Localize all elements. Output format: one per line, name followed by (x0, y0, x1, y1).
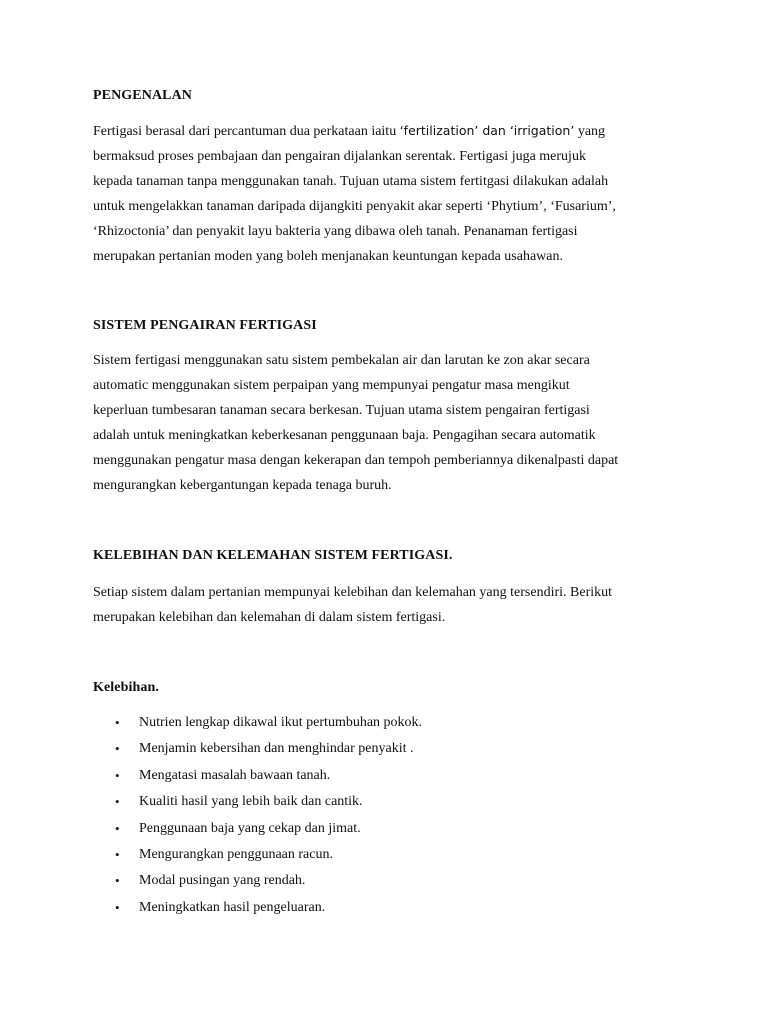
section-heading-kelebihan: Kelebihan. (93, 680, 159, 695)
section-heading-kelebihan-kelemahan: KELEBIHAN DAN KELEMAHAN SISTEM FERTIGASI. (93, 548, 453, 563)
paragraph-line: Setiap sistem dalam pertanian mempunyai kelebihan dan kelemahan yang tersendiri. Berikut (93, 585, 613, 600)
paragraph-line: adalah untuk meningkatkan keberkesanan penggunaan baja. Pengagihan secara automatik (93, 428, 596, 443)
list-item: • Penggunaan baja yang cekap dan jimat. (93, 816, 422, 842)
paragraph-line: kepada tanaman tanpa menggunakan tanah. Tujuan utama sistem fertitgasi dilakukan adalah (93, 174, 609, 189)
kelebihan-list (93, 710, 422, 921)
paragraph-kelebihan-kelemahan (93, 580, 693, 630)
paragraph-line: Sistem fertigasi menggunakan satu sistem pembekalan air dan larutan ke zon akar secara (93, 353, 590, 368)
paragraph-line: merupakan pertanian moden yang boleh menjanakan keuntungan kepada usahawan. (93, 249, 563, 264)
bullet-icon: • (115, 715, 120, 730)
bullet-icon: • (115, 820, 120, 836)
paragraph-line: merupakan kelebihan dan kelemahan di dalam sistem fertigasi. (93, 610, 446, 625)
paragraph-line: keperluan tumbesaran tanaman secara berkesan. Tujuan utama sistem pengairan fertigasi (93, 403, 590, 418)
list-item: • Mengatasi masalah bawaan tanah. (93, 763, 422, 789)
bullet-icon: • (115, 873, 120, 889)
section-heading-sistem: SISTEM PENGAIRAN FERTIGASI (93, 318, 317, 333)
list-item: • Mengurangkan penggunaan racun. (93, 842, 422, 868)
paragraph-line: ‘Rhizoctonia’ dan penyakit layu bakteria yang dibawa oleh tanah. Penanaman fertigasi (93, 224, 578, 239)
paragraph-line: bermaksud proses pembajaan dan pengairan dijalankan serentak. Fertigasi juga merujuk (93, 149, 586, 164)
paragraph-sistem (93, 348, 693, 498)
bullet-icon: • (115, 846, 120, 862)
section-heading-pengenalan: PENGENALAN (93, 88, 193, 103)
list-item: • Kualiti hasil yang lebih baik dan cantik. (93, 789, 422, 815)
paragraph-line: mengurangkan kebergantungan kepada tenaga buruh. (93, 478, 392, 493)
paragraph-line: menggunakan pengatur masa dengan kekerapan dan tempoh pemberiannya dikenalpasti dapat (93, 453, 619, 468)
paragraph-line: Fertigasi berasal dari percantuman dua perkataan iaitu ‘fertilization’ dan ‘irrigation’ yang (93, 123, 606, 139)
list-item: • Nutrien lengkap dikawal ikut pertumbuhan pokok. (93, 710, 422, 736)
bullet-icon: • (115, 794, 120, 810)
paragraph-pengenalan (93, 118, 693, 269)
paragraph-line: untuk mengelakkan tanaman daripada dijangkiti penyakit akar seperti ‘Phytium’, ‘Fusarium’, (93, 199, 616, 214)
paragraph-line: automatic menggunakan sistem perpaipan yang mempunyai pengatur masa mengikut (93, 378, 570, 393)
list-item: • Meningkatkan hasil pengeluaran. (93, 895, 422, 921)
bullet-icon: • (115, 899, 120, 915)
bullet-icon: • (115, 767, 120, 783)
list-item: • Modal pusingan yang rendah. (93, 868, 422, 894)
list-item: • Menjamin kebersihan dan menghindar penyakit . (93, 736, 422, 762)
bullet-icon: • (115, 741, 120, 757)
